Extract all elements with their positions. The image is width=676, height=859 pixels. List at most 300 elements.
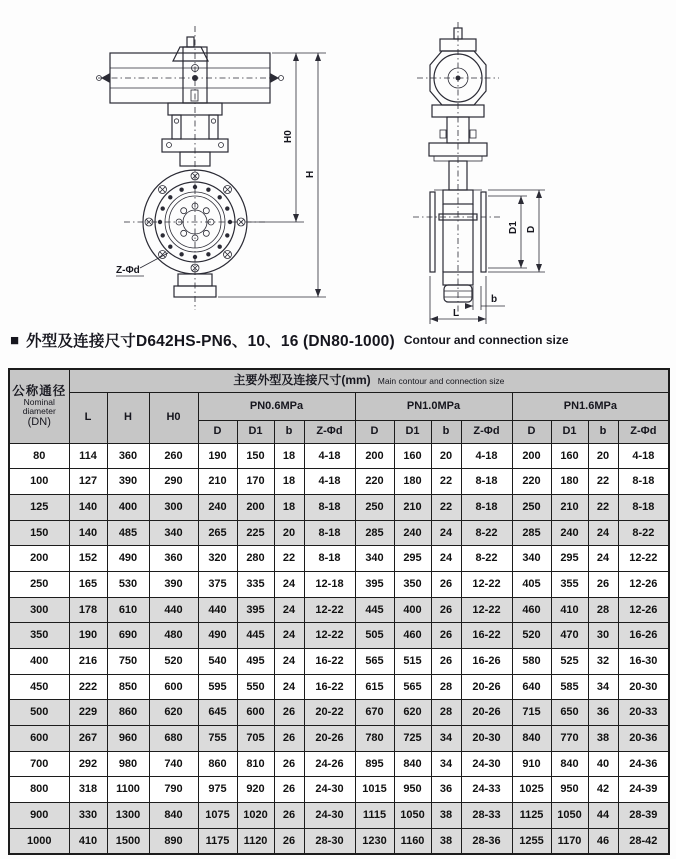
table-cell: 26 [274,751,304,777]
table-cell: 565 [394,674,431,700]
table-cell: 220 [355,469,394,495]
header-col-h0: H0 [149,392,198,443]
table-cell: 810 [237,751,274,777]
table-cell: 140 [69,520,107,546]
table-cell: 20-22 [304,700,355,726]
table-cell: 620 [149,700,198,726]
header-group-pn16: PN1.6MPa [512,392,669,420]
table-cell: 1075 [198,803,237,829]
table-cell: 600 [237,700,274,726]
table-cell: 28-30 [304,828,355,854]
table-cell: 100 [9,469,69,495]
table-cell: 405 [512,571,551,597]
table-cell: 20-30 [461,726,512,752]
table-cell: 16-26 [618,623,669,649]
table-cell: 770 [551,726,588,752]
table-cell: 1125 [512,803,551,829]
table-cell: 26 [274,700,304,726]
table-cell: 16-22 [304,674,355,700]
table-cell: 26 [431,597,461,623]
table-cell: 12-22 [461,571,512,597]
dimension-d1 [488,196,527,268]
table-cell: 900 [9,803,69,829]
table-cell: 670 [355,700,394,726]
table-row [9,520,669,546]
table-cell: 1025 [512,777,551,803]
table-cell: 240 [394,520,431,546]
table-cell: 28 [588,597,618,623]
table-cell: 330 [69,803,107,829]
table-cell: 1170 [551,828,588,854]
table-cell: 585 [551,674,588,700]
table-cell: 216 [69,649,107,675]
table-cell: 740 [149,751,198,777]
title-text-zh: 外型及连接尺寸D642HS-PN6、10、16 (DN80-1000) [26,333,395,350]
table-row [9,700,669,726]
table-cell: 24 [588,520,618,546]
table-cell: 152 [69,546,107,572]
table-cell: 8-18 [461,494,512,520]
table-cell: 28-36 [461,828,512,854]
table-cell: 4-18 [304,469,355,495]
table-cell: 22 [274,546,304,572]
table-cell: 40 [588,751,618,777]
table-cell: 1120 [237,828,274,854]
table-cell: 540 [198,649,237,675]
table-cell: 8-18 [304,494,355,520]
table-cell: 360 [107,443,149,469]
table-cell: 28 [431,674,461,700]
table-row [9,751,669,777]
table-cell: 8-22 [461,520,512,546]
table-cell: 34 [431,751,461,777]
header-group-pn10: PN1.0MPa [355,392,512,420]
table-cell: 32 [588,649,618,675]
table-cell: 340 [512,546,551,572]
table-cell: 30 [588,623,618,649]
table-cell: 4-18 [461,443,512,469]
table-cell: 46 [588,828,618,854]
table-cell: 190 [198,443,237,469]
table-row [9,443,669,469]
table-cell: 840 [394,751,431,777]
table-cell: 20 [274,520,304,546]
header-nominal-dn: (DN) [27,416,51,429]
header-main [69,369,669,392]
table-cell: 24-33 [461,777,512,803]
table-cell: 680 [149,726,198,752]
table-cell: 44 [588,803,618,829]
table-cell: 180 [394,469,431,495]
table-cell: 28 [431,700,461,726]
table-cell: 24 [431,520,461,546]
table-cell: 22 [588,469,618,495]
header-sub-d: D [355,420,394,443]
table-cell: 1255 [512,828,551,854]
table-row [9,649,669,675]
table-cell: 267 [69,726,107,752]
table-cell: 24-26 [304,751,355,777]
header-group-pn06: PN0.6MPa [198,392,355,420]
table-cell: 350 [394,571,431,597]
table-cell: 410 [551,597,588,623]
table-cell: 26 [431,623,461,649]
table-cell: 160 [551,443,588,469]
table-cell: 960 [107,726,149,752]
table-cell: 515 [394,649,431,675]
table-cell: 340 [355,546,394,572]
table-cell: 505 [355,623,394,649]
table-cell: 200 [9,546,69,572]
header-sub-b: b [588,420,618,443]
table-cell: 250 [512,494,551,520]
table-cell: 36 [431,777,461,803]
table-cell: 910 [512,751,551,777]
header-sub-b: b [431,420,461,443]
table-cell: 1300 [107,803,149,829]
table-row [9,546,669,572]
table-cell: 610 [107,597,149,623]
table-cell: 480 [149,623,198,649]
table-cell: 80 [9,443,69,469]
header-main-en: Main contour and connection size [377,375,505,386]
dim-label-b: b [491,294,498,305]
header-sub-d1: D1 [394,420,431,443]
table-cell: 24-30 [461,751,512,777]
table-cell: 210 [551,494,588,520]
table-cell: 8-18 [304,546,355,572]
table-cell: 860 [198,751,237,777]
table-cell: 520 [512,623,551,649]
table-cell: 525 [551,649,588,675]
table-cell: 1175 [198,828,237,854]
table-cell: 26 [274,828,304,854]
section-title [10,329,569,351]
table-cell: 800 [9,777,69,803]
table-cell: 24 [274,597,304,623]
valve-front-view-drawing [88,18,336,320]
table-cell: 300 [9,597,69,623]
table-cell: 28-42 [618,828,669,854]
table-cell: 26 [274,726,304,752]
table-row [9,726,669,752]
table-cell: 440 [198,597,237,623]
table-cell: 12-26 [618,597,669,623]
table-cell: 20 [431,443,461,469]
table-cell: 445 [237,623,274,649]
table-cell: 490 [107,546,149,572]
table-cell: 490 [198,623,237,649]
table-cell: 200 [355,443,394,469]
table-body [9,443,669,854]
table-cell: 150 [237,443,274,469]
actuator-end-right [270,73,279,83]
header-col-l: L [69,392,107,443]
table-cell: 24 [274,649,304,675]
table-cell: 295 [551,546,588,572]
table-cell: 114 [69,443,107,469]
table-cell: 390 [107,469,149,495]
table-cell: 260 [149,443,198,469]
table-cell: 20-26 [461,674,512,700]
table-cell: 127 [69,469,107,495]
table-cell: 38 [431,803,461,829]
header-col-h: H [107,392,149,443]
table-row [9,494,669,520]
dim-label-l: L [453,308,460,319]
table-cell: 1100 [107,777,149,803]
table-cell: 520 [149,649,198,675]
table-row [9,623,669,649]
header-sub-d: D [512,420,551,443]
table-cell: 290 [149,469,198,495]
header-sub-d1: D1 [237,420,274,443]
table-cell: 460 [394,623,431,649]
table-cell: 170 [237,469,274,495]
table-cell: 180 [551,469,588,495]
table-cell: 840 [551,751,588,777]
table-cell: 335 [237,571,274,597]
table-cell: 495 [237,649,274,675]
table-cell: 1020 [237,803,274,829]
table-cell: 410 [69,828,107,854]
table-row [9,777,669,803]
table-cell: 1500 [107,828,149,854]
table-cell: 1160 [394,828,431,854]
table-row [9,828,669,854]
table-cell: 8-18 [618,469,669,495]
table-header [9,369,669,443]
header-main-zh: 主要外型及连接尺寸(mm) [233,372,371,387]
table-cell: 178 [69,597,107,623]
table-cell: 8-22 [618,520,669,546]
table-cell: 222 [69,674,107,700]
table-cell: 250 [355,494,394,520]
table-cell: 140 [69,494,107,520]
table-cell: 715 [512,700,551,726]
header-sub-d: D [198,420,237,443]
table-cell: 690 [107,623,149,649]
table-cell: 725 [394,726,431,752]
table-cell: 285 [512,520,551,546]
table-row [9,674,669,700]
table-cell: 8-18 [618,494,669,520]
table-cell: 240 [551,520,588,546]
table-cell: 318 [69,777,107,803]
table-cell: 1000 [9,828,69,854]
table-cell: 600 [149,674,198,700]
table-cell: 16-26 [461,649,512,675]
table-cell: 440 [149,597,198,623]
table-cell: 125 [9,494,69,520]
table-cell: 400 [394,597,431,623]
table-cell: 840 [512,726,551,752]
table-cell: 229 [69,700,107,726]
table-cell: 34 [431,726,461,752]
table-cell: 190 [69,623,107,649]
table-cell: 20-26 [304,726,355,752]
table-cell: 210 [198,469,237,495]
table-cell: 890 [149,828,198,854]
table-cell: 12-22 [304,623,355,649]
actuator-top-cap [173,47,208,61]
table-cell: 38 [431,828,461,854]
table-cell: 645 [198,700,237,726]
table-cell: 620 [394,700,431,726]
table-cell: 700 [9,751,69,777]
table-cell: 20 [588,443,618,469]
table-cell: 375 [198,571,237,597]
table-cell: 595 [198,674,237,700]
table-cell: 150 [9,520,69,546]
table-cell: 1050 [394,803,431,829]
table-cell: 18 [274,469,304,495]
table-cell: 950 [551,777,588,803]
table-cell: 16-22 [461,623,512,649]
table-cell: 1050 [551,803,588,829]
table-cell: 840 [149,803,198,829]
table-row [9,571,669,597]
table-cell: 780 [355,726,394,752]
table-cell: 42 [588,777,618,803]
table-cell: 705 [237,726,274,752]
header-sub-b: b [274,420,304,443]
table-cell: 1115 [355,803,394,829]
table-cell: 24 [274,571,304,597]
table-cell: 340 [149,520,198,546]
table-cell: 220 [512,469,551,495]
dim-label-h0: H0 [283,130,294,143]
table-cell: 24 [588,546,618,572]
table-cell: 24-30 [304,803,355,829]
table-cell: 460 [512,597,551,623]
title-text-en: Contour and connection size [403,333,569,347]
table-cell: 295 [394,546,431,572]
dimension-h [218,53,326,297]
table-cell: 22 [431,469,461,495]
dim-label-d: D [526,225,537,233]
table-cell: 26 [431,571,461,597]
table-cell: 445 [355,597,394,623]
table-cell: 530 [107,571,149,597]
table-cell: 16-30 [618,649,669,675]
table-cell: 28-39 [618,803,669,829]
table-cell: 550 [237,674,274,700]
header-sub-z: Z-Φd [304,420,355,443]
table-cell: 640 [512,674,551,700]
table-cell: 18 [274,443,304,469]
table-cell: 8-22 [461,546,512,572]
dim-label-h: H [305,170,316,178]
table-cell: 320 [198,546,237,572]
table-cell: 8-18 [304,520,355,546]
actuator-end-left [101,73,110,83]
dimension-table [8,368,670,855]
table-cell: 12-18 [304,571,355,597]
table-cell: 285 [355,520,394,546]
table-cell: 18 [274,494,304,520]
table-cell: 400 [107,494,149,520]
table-cell: 450 [9,674,69,700]
table-cell: 4-18 [618,443,669,469]
valve-side-view-drawing [403,18,583,332]
table-cell: 225 [237,520,274,546]
table-cell: 580 [512,649,551,675]
table-row [9,803,669,829]
table-cell: 615 [355,674,394,700]
table-cell: 8-18 [461,469,512,495]
table-cell: 390 [149,571,198,597]
table-cell: 292 [69,751,107,777]
table-cell: 38 [588,726,618,752]
table-cell: 20-33 [618,700,669,726]
table-cell: 36 [588,700,618,726]
table-cell: 1015 [355,777,394,803]
table-cell: 26 [274,777,304,803]
header-sub-z: Z-Φd [618,420,669,443]
table-cell: 400 [9,649,69,675]
table-cell: 895 [355,751,394,777]
table-cell: 16-22 [304,649,355,675]
table-cell: 975 [198,777,237,803]
table-cell: 395 [355,571,394,597]
table-cell: 950 [394,777,431,803]
table-cell: 26 [588,571,618,597]
header-nominal-zh: 公称通径 [12,383,67,398]
table-cell: 920 [237,777,274,803]
table-row [9,597,669,623]
table-cell: 24-36 [618,751,669,777]
table-cell: 200 [237,494,274,520]
table-cell: 240 [198,494,237,520]
table-cell: 4-18 [304,443,355,469]
table-cell: 24-30 [304,777,355,803]
table-cell: 1230 [355,828,394,854]
table-cell: 650 [551,700,588,726]
header-sub-d1: D1 [551,420,588,443]
table-cell: 860 [107,700,149,726]
table-cell: 20-36 [618,726,669,752]
table-cell: 24-39 [618,777,669,803]
table-cell: 24 [274,623,304,649]
table-cell: 160 [394,443,431,469]
table-cell: 20-30 [618,674,669,700]
table-cell: 500 [9,700,69,726]
table-cell: 12-22 [618,546,669,572]
table-cell: 395 [237,597,274,623]
table-cell: 850 [107,674,149,700]
header-nominal-en: Nominal diameter [22,397,56,417]
table-cell: 790 [149,777,198,803]
table-cell: 34 [588,674,618,700]
header-nominal-diameter [9,369,69,443]
table-cell: 26 [431,649,461,675]
dim-label-z-phi-d: Z-Φd [116,265,140,276]
table-cell: 280 [237,546,274,572]
table-cell: 485 [107,520,149,546]
table-cell: 980 [107,751,149,777]
table-cell: 210 [394,494,431,520]
table-row [9,469,669,495]
table-cell: 20-26 [461,700,512,726]
pneumatic-actuator-front [97,37,284,103]
table-cell: 22 [431,494,461,520]
table-cell: 755 [198,726,237,752]
table-cell: 360 [149,546,198,572]
table-cell: 12-26 [618,571,669,597]
table-cell: 600 [9,726,69,752]
table-cell: 300 [149,494,198,520]
